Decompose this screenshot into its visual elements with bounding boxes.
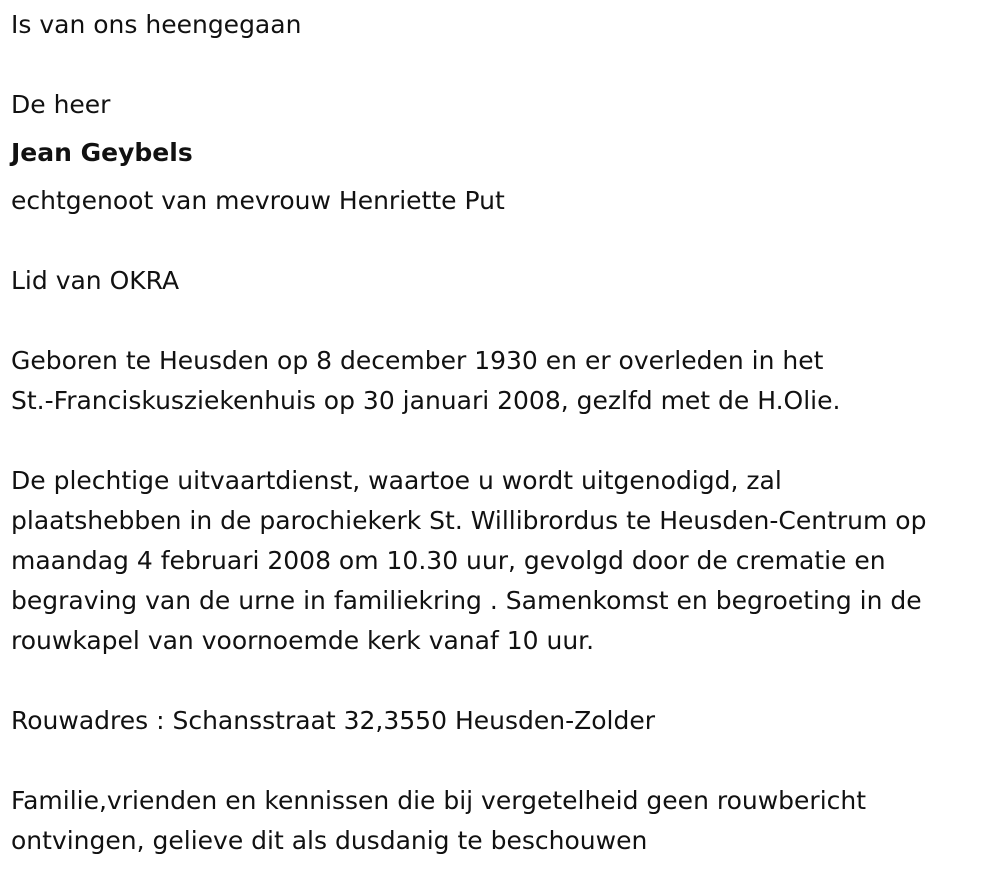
funeral-line: De plechtige uitvaartdienst, waartoe u wordt uitgenodigd, zal xyxy=(11,466,782,495)
mourning-address: Rouwadres : Schansstraat 32,3550 Heusden-Zolder xyxy=(11,706,656,735)
funeral-line: begraving van de urne in familiekring . Samenkomst en begroeting in de xyxy=(11,586,922,615)
intro-text: Is van ons heengegaan xyxy=(11,10,302,39)
membership-line: Lid van OKRA xyxy=(11,266,180,295)
funeral-line: maandag 4 februari 2008 om 10.30 uur, gevolgd door de crematie en xyxy=(11,546,886,575)
salutation: De heer xyxy=(11,90,111,119)
funeral-line: rouwkapel van voornoemde kerk vanaf 10 uur. xyxy=(11,626,595,655)
birth-death-line: Geboren te Heusden op 8 december 1930 en er overleden in het xyxy=(11,346,824,375)
closing-line: Familie,vrienden en kennissen die bij vergetelheid geen rouwbericht xyxy=(11,786,867,815)
deceased-name: Jean Geybels xyxy=(11,138,193,167)
birth-death-line: St.-Franciskusziekenhuis op 30 januari 2008, gezlfd met de H.Olie. xyxy=(11,386,841,415)
spouse-line: echtgenoot van mevrouw Henriette Put xyxy=(11,186,505,215)
closing-line: ontvingen, gelieve dit als dusdanig te beschouwen xyxy=(11,826,648,855)
funeral-line: plaatshebben in de parochiekerk St. Willibrordus te Heusden-Centrum op xyxy=(11,506,927,535)
